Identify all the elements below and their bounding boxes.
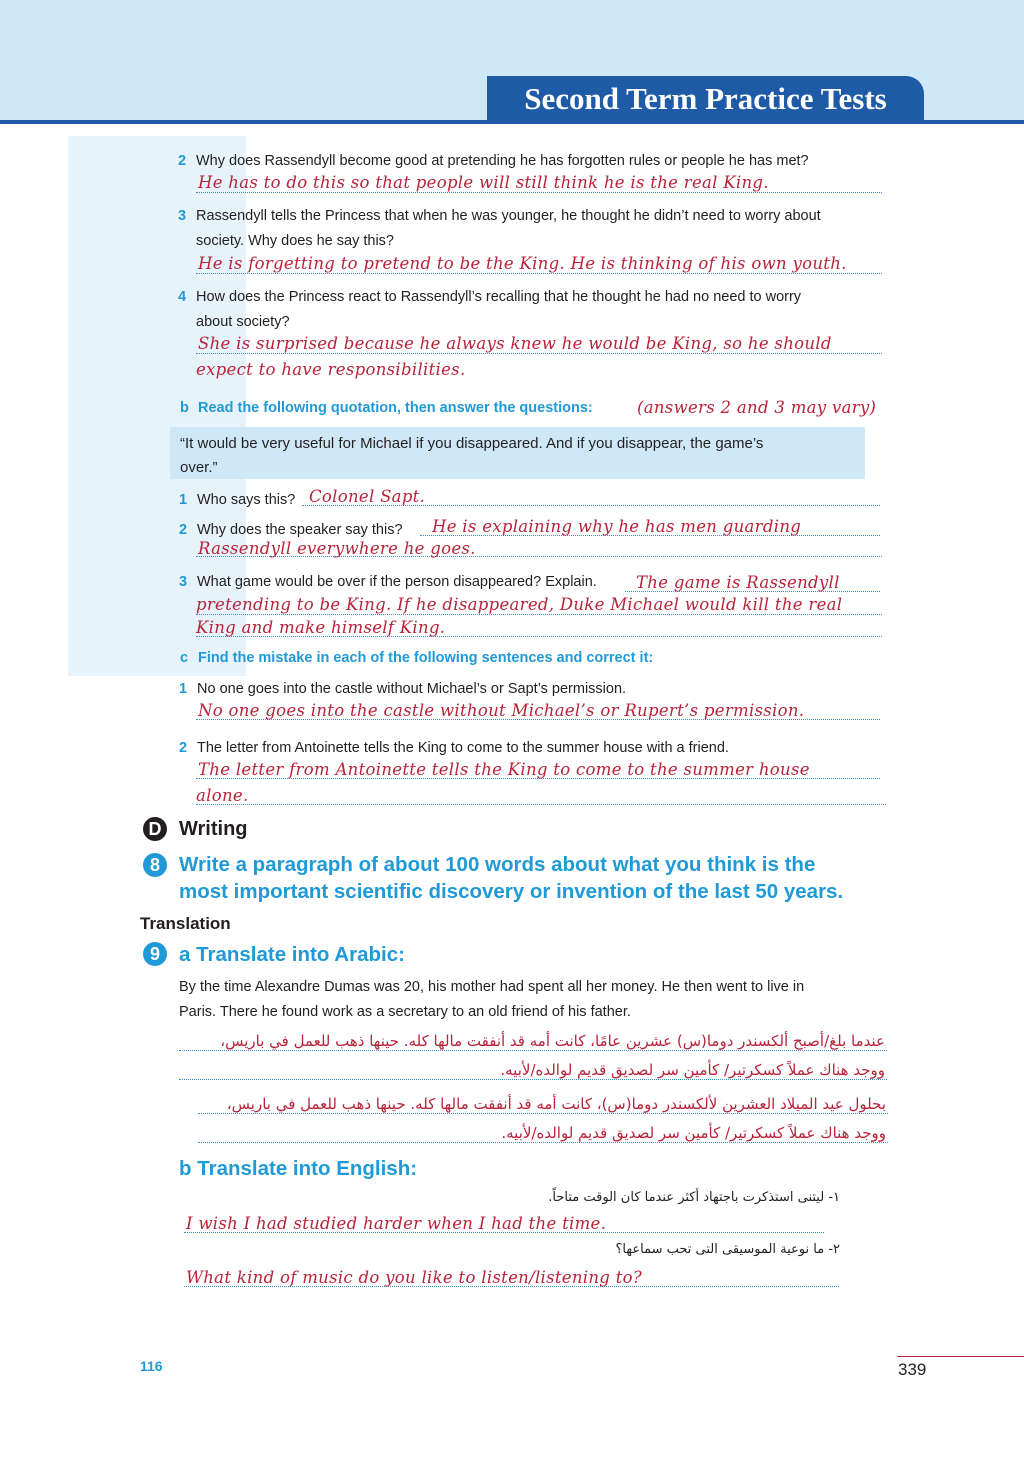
translation-b-title: b Translate into English: (179, 1157, 418, 1180)
part-c-label: c (180, 650, 189, 666)
footer-rule (897, 1356, 1024, 1357)
answer-c2-line1: The letter from Antoinette tells the King to come to the summer house (198, 760, 810, 779)
answer-b1: Colonel Sapt. (309, 487, 426, 506)
answer-b2-line2: Rassendyll everywhere he goes. (198, 539, 476, 558)
answer-b2-line1: He is explaining why he has men guarding (432, 517, 802, 536)
question-a2-text: Why does Rassendyll become good at pretending he has forgotten rules or people he has met? (196, 153, 809, 169)
question-a3: 3 Rassendyll tells the Princess that when he was younger, he thought he didn’t need to worry about (178, 208, 821, 224)
answer-line (196, 786, 886, 805)
quote-line2: over.” (180, 459, 218, 476)
question-c1-text: No one goes into the castle without Michael’s or Sapt’s permission. (197, 681, 627, 697)
question-8-badge: 8 (143, 853, 167, 877)
translation-a-title: a Translate into Arabic: (179, 943, 405, 966)
translation-a-text-line1: By the time Alexandre Dumas was 20, his mother had spent all her money. He then went to live in (179, 979, 805, 995)
translation-b-a1: I wish I had studied harder when I had the time. (186, 1214, 607, 1233)
part-c-instruction: Find the mistake in each of the following sentences and correct it: (198, 650, 654, 666)
answer-c2-line2: alone. (196, 786, 249, 805)
question-a4-line2: about society? (196, 314, 290, 330)
translation-b-a2: What kind of music do you like to listen/listening to? (186, 1268, 643, 1287)
question-b2: 2 Why does the speaker say this? (179, 522, 403, 538)
question-b1: 1 Who says this? (179, 492, 296, 508)
answer-b3-line2: pretending to be King. If he disappeared, Duke Michael would kill the real (196, 595, 843, 614)
answer-a4-line1: She is surprised because he always knew he would be King, so he should (198, 334, 832, 353)
question-b1-text: Who says this? (197, 492, 296, 508)
translation-heading: Translation (140, 914, 231, 933)
arabic-answer-2-line1: بحلول عيد الميلاد العشرين لألكسندر دوما(س)، كانت أمه قد أنفقت مالها كله. حينها ذهب للعمل في باريس، (226, 1095, 886, 1113)
quote-line1: “It would be very useful for Michael if you disappeared. And if you disappear, the game’s (180, 435, 764, 452)
answer-c1: No one goes into the castle without Michael’s or Rupert’s permission. (198, 701, 805, 720)
arabic-answer-1-line2: ووجد هناك عملاً كسكرتير/ كأمين سر لصديق قديم لوالده/لأبيه. (500, 1061, 885, 1079)
question-a3-line1: Rassendyll tells the Princess that when he was younger, he thought he didn’t need to worry about (196, 208, 821, 224)
page-number-left: 116 (140, 1358, 163, 1374)
part-b-instruction: Read the following quotation, then answer the questions: (198, 400, 593, 416)
writing-prompt-line2: most important scientific discovery or invention of the last 50 years. (179, 880, 844, 903)
page-title: Second Term Practice Tests (524, 81, 887, 116)
arabic-answer-2-line2: ووجد هناك عملاً كسكرتير/ كأمين سر لصديق قديم لوالده/لأبيه. (501, 1124, 886, 1142)
question-c2-text: The letter from Antoinette tells the King to come to the summer house with a friend. (197, 740, 729, 756)
section-d-badge: D (143, 817, 167, 841)
part-b-note: (answers 2 and 3 may vary) (637, 398, 877, 417)
question-c1: 1 No one goes into the castle without Michael’s or Sapt’s permission. (179, 681, 627, 697)
translation-b-q1: ١- ليتنى استذكرت باجتهاد أكثر عندما كان الوقت متاحاً. (548, 1190, 840, 1205)
question-a4-line1: How does the Princess react to Rassendyll’s recalling that he thought he had no need to worry (196, 289, 802, 305)
translation-b-q2: ٢- ما نوعية الموسيقى التى تحب سماعها؟ (615, 1242, 840, 1257)
question-a2: 2 Why does Rassendyll become good at pretending he has forgotten rules or people he has met? (178, 153, 809, 169)
answer-a2: He has to do this so that people will still think he is the real King. (198, 173, 769, 192)
answer-b3-line1: The game is Rassendyll (636, 573, 840, 592)
answer-a3: He is forgetting to pretend to be the King. He is thinking of his own youth. (198, 254, 847, 273)
question-a3-line2: society. Why does he say this? (196, 233, 394, 249)
page-number-right: 339 (898, 1360, 927, 1379)
question-9-badge: 9 (143, 942, 167, 966)
question-a4: 4 How does the Princess react to Rassendyll’s recalling that he thought he had no need to worry (178, 289, 802, 305)
answer-a4-line2: expect to have responsibilities. (196, 360, 466, 379)
question-b2-text: Why does the speaker say this? (197, 522, 403, 538)
question-b3-text: What game would be over if the person disappeared? Explain. (197, 574, 597, 590)
question-c2: 2 The letter from Antoinette tells the King to come to the summer house with a friend. (179, 740, 729, 756)
question-b3: 3 What game would be over if the person disappeared? Explain. (179, 574, 597, 590)
arabic-answer-1-line1: عندما بلغ/أصبح ألكسندر دوما(س) عشرين عامًا، كانت أمه قد أنفقت مالها كله. حينها ذهب للعمل في باريس، (220, 1032, 885, 1050)
part-b-label: b (180, 400, 189, 416)
answer-b3-line3: King and make himself King. (196, 618, 446, 637)
section-title: Writing (179, 818, 248, 840)
translation-a-text-line2: Paris. There he found work as a secretary to an old friend of his father. (179, 1004, 631, 1020)
writing-prompt-line1: Write a paragraph of about 100 words about what you think is the (179, 853, 816, 876)
